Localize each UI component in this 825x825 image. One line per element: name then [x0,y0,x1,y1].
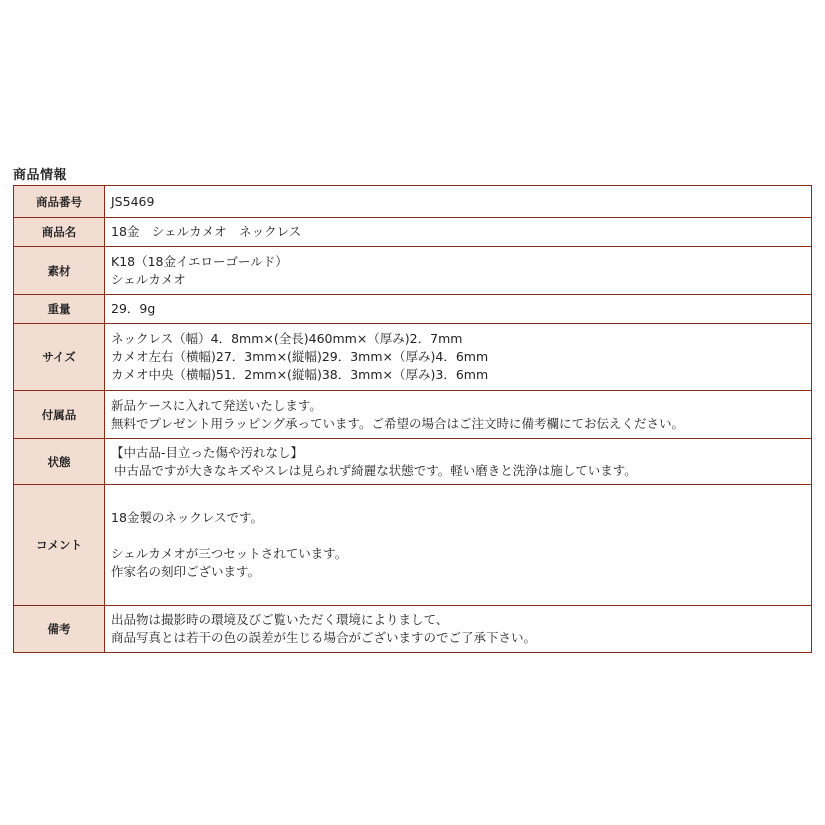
row-label: 備考 [14,606,105,653]
cell-line: 無料でプレゼント用ラッピング承っています。ご希望の場合はご注文時に備考欄にてお伝えください。 [111,415,685,431]
table-row-accessories [14,391,812,439]
cell-line: K18（18金イエローゴールド） [111,253,288,269]
cell-line: 18金 シェルカメオ ネックレス [111,224,302,239]
product-name-value [105,218,812,247]
product-info-table [13,185,812,653]
cell-line: 新品ケースに入れて発送いたします。 [111,397,322,413]
size-value [105,324,812,391]
table-row-material [14,247,812,295]
accessories-value [105,391,812,439]
condition-value [105,439,812,485]
row-label: 商品名 [14,218,105,247]
blank-line [111,527,805,545]
table-row-comment [14,485,812,606]
cell-line: 【中古品-目立った傷や汚れなし】 [111,444,304,460]
section-title: 商品情報 [13,168,68,183]
row-label: 素材 [14,247,105,295]
cell-line: シェルカメオ [111,271,186,287]
cell-line: 出品物は撮影時の環境及びご覧いただく環境によりまして、 [111,612,449,627]
cell-line: 29．9g [111,301,156,316]
comment-value [105,485,812,606]
cell-line: シェルカメオが三つセットされています。 [111,546,348,561]
cell-line: 18金製のネックレスです。 [111,510,264,525]
cell-line: JS5469 [111,193,155,209]
weight-value [105,295,812,324]
cell-line: 中古品ですが大きなキズやスレは見られず綺麗な状態です。軽い磨きと洗浄は施しています。 [114,462,637,478]
table-row-condition [14,439,812,485]
table-row-product-number [14,186,812,218]
notes-value [105,606,812,653]
material-value [105,247,812,295]
cell-line: カメオ左右（横幅)27．3mm×(縦幅)29．3mm×（厚み)4．6mm [111,349,489,364]
table-row-notes [14,606,812,653]
row-label: コメント [14,485,105,606]
table-row-size [14,324,812,391]
row-label: 状態 [14,439,105,485]
row-label: 重量 [14,295,105,324]
row-label: 付属品 [14,391,105,439]
table-row-weight [14,295,812,324]
cell-line: カメオ中央（横幅)51．2mm×(縦幅)38．3mm×（厚み)3．6mm [111,367,489,382]
cell-line: 商品写真とは若干の色の誤差が生じる場合がございますのでご了承下さい。 [111,630,537,645]
table-row-product-name [14,218,812,247]
cell-line: ネックレス（幅）4．8mm×(全長)460mm×（厚み)2．7mm [111,331,463,346]
row-label: 商品番号 [14,186,105,218]
row-label: サイズ [14,324,105,391]
product-number-value [105,186,812,218]
cell-line: 作家名の刻印ございます。 [111,564,261,579]
